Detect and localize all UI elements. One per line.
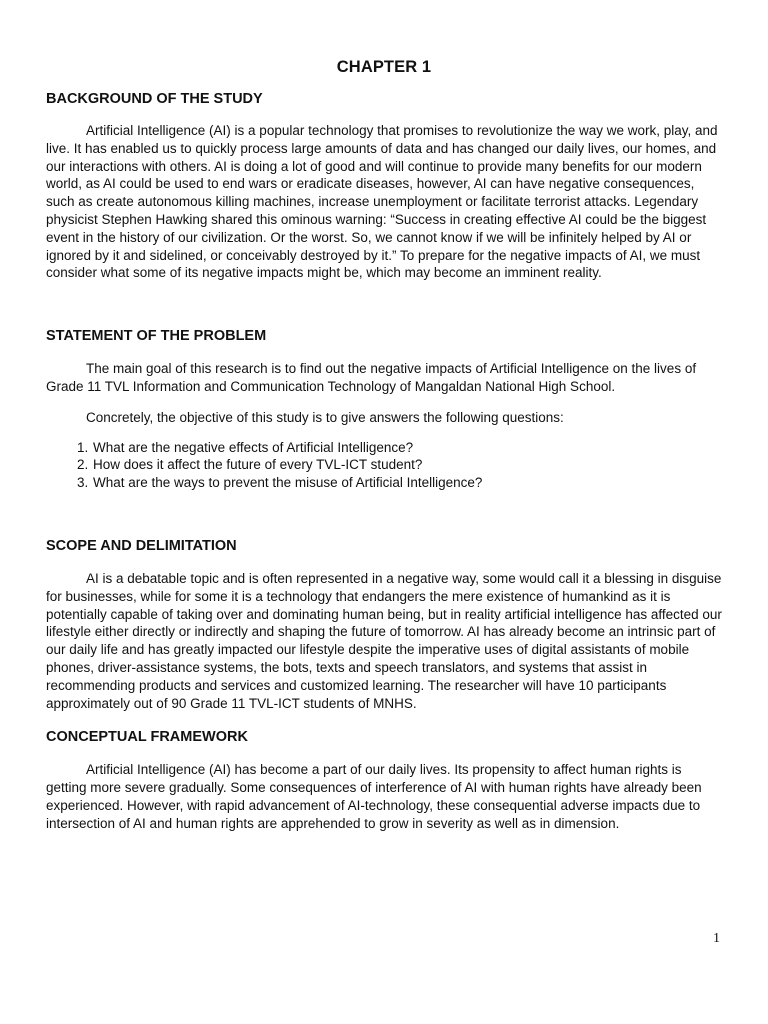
scope-section: [46, 538, 722, 712]
problem-section: [46, 328, 722, 492]
questions-list: [46, 439, 722, 492]
scope-heading: SCOPE AND DELIMITATION: [46, 537, 237, 554]
document-page: [46, 58, 722, 833]
background-heading: BACKGROUND OF THE STUDY: [46, 91, 263, 107]
background-paragraph: Artificial Intelligence (AI) is a popular technology that promises to revolutionize the way we work, play, and live. It has enabled us to quickly process large amounts of data and has changed our daily lives, our homes, and our interactions with others. AI is doing a lot of good and will continue to provide many benefits for our modern world, as AI could be used to end wars or eradicate diseases, however, AI can have negative consequences, such as create autonomous killing machines, increase unemployment or facilitate terrorist attacks. Legendary physicist Stephen Hawking shared this ominous warning: “Success in creating effective AI could be the biggest event in the history of our civilization. Or the worst. So, we cannot know if we will be infinitely helped by AI or ignored by it and sidelined, or conceivably destroyed by it.” To prepare for the negative impacts of AI, we must consider what some of its negative impacts might be, which may become an imminent reality.: [46, 123, 718, 281]
chapter-title: CHAPTER 1: [336, 58, 432, 76]
background-section: [46, 91, 722, 282]
list-item: 3. What are the ways to prevent the misuse of Artificial Intelligence?: [92, 474, 722, 492]
framework-heading: CONCEPTUAL FRAMEWORK: [46, 729, 248, 746]
objective-paragraph: Concretely, the objective of this study is to give answers the following questions:: [86, 409, 564, 425]
problem-heading: STATEMENT OF THE PROBLEM: [46, 328, 267, 345]
list-item: 2. How does it affect the future of every TVL-ICT student?: [92, 456, 722, 474]
list-item: 1. What are the negative effects of Artificial Intelligence?: [92, 439, 722, 457]
scope-paragraph: AI is a debatable topic and is often represented in a negative way, some would call it a blessing in disguise for businesses, while for some it is a technology that endangers the mere existence of humankind as it is potentially capable of taking over and dominating human being, but in reality artificial intelligence has affected our lifestyle either directly or indirectly and shaping the future of tomorrow. AI has already become an intrinsic part of our daily life and has greatly impacted our lifestyle despite the imperative uses of digital assistants of mobile phones, driver-assistance systems, the bots, texts and speech translators, and systems that assist in recommending products and services and customized learning. The researcher will have 10 participants approximately out of 90 Grade 11 TVL-ICT students of MNHS.: [46, 570, 722, 711]
problem-paragraph: The main goal of this research is to find out the negative impacts of Artificial Intelligence on the lives of Grade 11 TVL Information and Communication Technology of Mangaldan National High School.: [46, 361, 697, 394]
framework-section: [46, 729, 722, 832]
page-number: 1: [713, 931, 720, 946]
framework-paragraph: Artificial Intelligence (AI) has become a part of our daily lives. Its propensity to affect human rights is getting more severe gradually. Some consequences of interference of AI with human rights have already been experienced. However, with rapid advancement of AI-technology, these consequential adverse impacts due to intersection of AI and human rights are apprehended to grow in severity as well as in dimension.: [46, 762, 702, 831]
